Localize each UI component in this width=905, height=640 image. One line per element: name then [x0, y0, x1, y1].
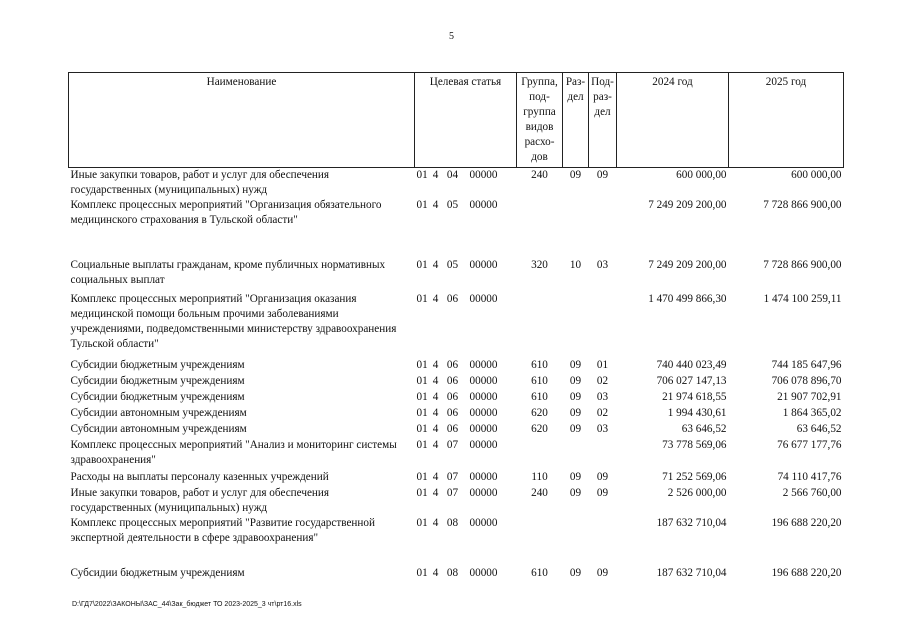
direction-code: 00000	[469, 391, 498, 403]
row-name: Комплекс процессных мероприятий "Организация обязательного медицинского страхования в Тульской области"	[70, 199, 382, 226]
event-code: 05	[446, 199, 459, 211]
program-code: 01	[416, 359, 428, 371]
expense-group-code: 320	[531, 259, 548, 271]
expense-group-code: 610	[531, 391, 548, 403]
table-row	[69, 198, 844, 258]
subsection-code: 01	[596, 359, 609, 371]
amount-2025: 76 677 177,76	[777, 439, 842, 451]
event-code: 06	[446, 359, 459, 371]
subsection-code: 03	[596, 423, 609, 435]
event-code: 04	[446, 169, 459, 181]
direction-code: 00000	[469, 259, 498, 271]
amount-2025: 7 728 866 900,00	[763, 199, 842, 211]
row-name: Субсидии автономным учреждениям	[70, 407, 247, 419]
expense-group-code: 110	[531, 471, 548, 483]
subsection-code	[589, 516, 617, 566]
amount-2025: 2 566 760,00	[782, 487, 842, 499]
expense-group-code	[517, 438, 563, 470]
row-name: Комплекс процессных мероприятий "Развитие государственной экспертной деятельности в сфере здравоохранения"	[70, 517, 375, 544]
subsection-code: 02	[596, 407, 609, 419]
subsection-code: 09	[596, 471, 609, 483]
row-name: Комплекс процессных мероприятий "Анализ и мониторинг системы здравоохранения"	[70, 439, 397, 466]
target-article-code	[415, 390, 517, 406]
subprogram-code: 4	[432, 471, 439, 483]
amount-2025: 1 474 100 259,11	[763, 293, 842, 305]
amount-2024: 73 778 569,06	[662, 439, 727, 451]
section-code: 09	[569, 375, 582, 387]
expense-group-code: 610	[531, 567, 548, 579]
program-code: 01	[416, 407, 428, 419]
header-name: Наименование	[69, 73, 415, 168]
section-code: 09	[569, 471, 582, 483]
subsection-code: 03	[596, 259, 609, 271]
amount-2025: 744 185 647,96	[771, 359, 842, 371]
section-code: 09	[569, 567, 582, 579]
amount-2024: 187 632 710,04	[656, 517, 727, 529]
section-code	[563, 292, 589, 358]
section-code: 09	[569, 391, 582, 403]
row-name: Субсидии бюджетным учреждениям	[70, 359, 245, 371]
amount-2025: 7 728 866 900,00	[763, 259, 842, 271]
program-code: 01	[416, 423, 428, 435]
section-code: 09	[569, 487, 582, 499]
expense-group-code: 240	[531, 169, 548, 181]
expense-group-code: 610	[531, 375, 548, 387]
section-code: 09	[569, 169, 582, 181]
amount-2024: 706 027 147,13	[656, 375, 727, 387]
table-row	[69, 358, 844, 374]
amount-2024: 71 252 569,06	[662, 471, 727, 483]
event-code: 08	[446, 567, 459, 579]
amount-2025: 1 864 365,02	[782, 407, 842, 419]
amount-2024: 1 994 430,61	[667, 407, 727, 419]
amount-2024: 1 470 499 866,30	[648, 293, 727, 305]
direction-code: 00000	[469, 293, 498, 305]
amount-2025: 196 688 220,20	[771, 567, 842, 579]
row-name: Социальные выплаты гражданам, кроме публичных нормативных социальных выплат	[70, 259, 386, 286]
table-row	[69, 516, 844, 566]
table-row	[69, 390, 844, 406]
subprogram-code: 4	[432, 375, 439, 387]
program-code: 01	[416, 471, 428, 483]
subprogram-code: 4	[432, 423, 439, 435]
amount-2025: 600 000,00	[791, 169, 842, 181]
target-article-code	[415, 406, 517, 422]
event-code: 06	[446, 375, 459, 387]
subprogram-code: 4	[432, 567, 439, 579]
target-article-code	[415, 292, 517, 358]
direction-code: 00000	[469, 199, 498, 211]
target-article-code	[415, 486, 517, 516]
subprogram-code: 4	[432, 359, 439, 371]
program-code: 01	[416, 517, 428, 529]
expense-group-code	[517, 292, 563, 358]
event-code: 07	[446, 471, 459, 483]
target-article-code	[415, 258, 517, 292]
row-name: Субсидии бюджетным учреждениям	[70, 567, 245, 579]
header-target-article: Целевая статья	[415, 73, 517, 168]
section-code: 09	[569, 423, 582, 435]
subsection-code	[589, 198, 617, 258]
table-row	[69, 566, 844, 588]
target-article-code	[415, 198, 517, 258]
header-subsection: Под- раз- дел	[589, 73, 617, 168]
row-name: Комплекс процессных мероприятий "Организация оказания медицинской помощи больным прочими заболеваниями учреждениями, подведомственными министерству здравоохранения Тульской области"	[70, 293, 397, 350]
expense-group-code	[517, 198, 563, 258]
subprogram-code: 4	[432, 439, 439, 451]
amount-2025: 63 646,52	[796, 423, 842, 435]
header-year-2024: 2024 год	[617, 73, 729, 168]
subprogram-code: 4	[432, 293, 439, 305]
event-code: 06	[446, 391, 459, 403]
subsection-code	[589, 292, 617, 358]
section-code	[563, 438, 589, 470]
target-article-code	[415, 470, 517, 486]
table-row	[69, 406, 844, 422]
subprogram-code: 4	[432, 517, 439, 529]
row-name: Расходы на выплаты персоналу казенных учреждений	[70, 471, 329, 483]
target-article-code	[415, 566, 517, 588]
subprogram-code: 4	[432, 259, 439, 271]
subsection-code: 09	[596, 567, 609, 579]
subsection-code: 09	[596, 169, 609, 181]
program-code: 01	[416, 487, 428, 499]
table-row	[69, 486, 844, 516]
event-code: 05	[446, 259, 459, 271]
section-code: 09	[569, 407, 582, 419]
amount-2024: 600 000,00	[676, 169, 727, 181]
program-code: 01	[416, 259, 428, 271]
subsection-code	[589, 438, 617, 470]
program-code: 01	[416, 293, 428, 305]
amount-2024: 21 974 618,55	[662, 391, 727, 403]
direction-code: 00000	[469, 517, 498, 529]
budget-table	[68, 72, 844, 588]
program-code: 01	[416, 391, 428, 403]
event-code: 06	[446, 293, 459, 305]
target-article-code	[415, 168, 517, 199]
table-row	[69, 292, 844, 358]
expense-group-code: 620	[531, 423, 548, 435]
direction-code: 00000	[469, 439, 498, 451]
amount-2024: 187 632 710,04	[656, 567, 727, 579]
row-name: Субсидии автономным учреждениям	[70, 423, 247, 435]
section-code: 10	[569, 259, 582, 271]
table-row	[69, 258, 844, 292]
program-code: 01	[416, 199, 428, 211]
amount-2025: 21 907 702,91	[777, 391, 842, 403]
subsection-code: 02	[596, 375, 609, 387]
event-code: 06	[446, 423, 459, 435]
amount-2025: 706 078 896,70	[771, 375, 842, 387]
direction-code: 00000	[469, 471, 498, 483]
direction-code: 00000	[469, 359, 498, 371]
row-name: Иные закупки товаров, работ и услуг для обеспечения государственных (муниципальных) нужд	[70, 169, 330, 196]
subprogram-code: 4	[432, 199, 439, 211]
page-number: 5	[449, 31, 454, 42]
direction-code: 00000	[469, 169, 498, 181]
expense-group-code	[517, 516, 563, 566]
event-code: 07	[446, 487, 459, 499]
target-article-code	[415, 516, 517, 566]
table-row	[69, 374, 844, 390]
expense-group-code: 610	[531, 359, 548, 371]
table-header-row	[69, 73, 844, 168]
subprogram-code: 4	[432, 169, 439, 181]
direction-code: 00000	[469, 487, 498, 499]
target-article-code	[415, 438, 517, 470]
direction-code: 00000	[469, 407, 498, 419]
table-row	[69, 470, 844, 486]
direction-code: 00000	[469, 375, 498, 387]
expense-group-code: 240	[531, 487, 548, 499]
row-name: Субсидии бюджетным учреждениям	[70, 391, 245, 403]
target-article-code	[415, 358, 517, 374]
subprogram-code: 4	[432, 407, 439, 419]
subsection-code: 09	[596, 487, 609, 499]
amount-2024: 63 646,52	[681, 423, 727, 435]
target-article-code	[415, 374, 517, 390]
event-code: 07	[446, 439, 459, 451]
section-code: 09	[569, 359, 582, 371]
amount-2024: 740 440 023,49	[656, 359, 727, 371]
header-year-2025: 2025 год	[729, 73, 844, 168]
section-code	[563, 198, 589, 258]
subprogram-code: 4	[432, 487, 439, 499]
program-code: 01	[416, 375, 428, 387]
event-code: 06	[446, 407, 459, 419]
target-article-code	[415, 422, 517, 438]
row-name: Субсидии бюджетным учреждениям	[70, 375, 245, 387]
direction-code: 00000	[469, 423, 498, 435]
program-code: 01	[416, 567, 428, 579]
header-section: Раз- дел	[563, 73, 589, 168]
file-path-footer: D:\ГД7\2022\ЗАКОНЫ\ЗАС_44\Зак_бюджет ТО 2023-2025_3 чт\рт16.xls	[72, 601, 302, 608]
subprogram-code: 4	[432, 391, 439, 403]
event-code: 08	[446, 517, 459, 529]
subsection-code: 03	[596, 391, 609, 403]
amount-2025: 74 110 417,76	[777, 471, 842, 483]
table-row	[69, 438, 844, 470]
row-name: Иные закупки товаров, работ и услуг для обеспечения государственных (муниципальных) нужд	[70, 487, 330, 514]
expense-group-code: 620	[531, 407, 548, 419]
table-row	[69, 168, 844, 199]
direction-code: 00000	[469, 567, 498, 579]
amount-2025: 196 688 220,20	[771, 517, 842, 529]
header-expense-group: Группа, под- группа видов расхо- дов	[517, 73, 563, 168]
table-row	[69, 422, 844, 438]
amount-2024: 7 249 209 200,00	[648, 259, 727, 271]
program-code: 01	[416, 169, 428, 181]
section-code	[563, 516, 589, 566]
amount-2024: 2 526 000,00	[667, 487, 727, 499]
amount-2024: 7 249 209 200,00	[648, 199, 727, 211]
program-code: 01	[416, 439, 428, 451]
